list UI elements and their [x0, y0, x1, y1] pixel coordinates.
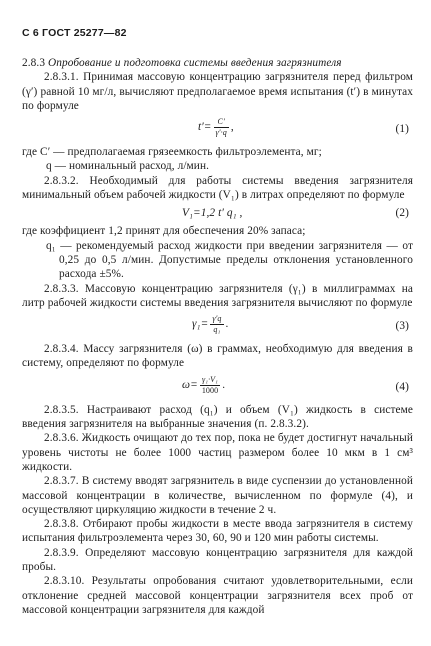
section-heading-2-8-3 — [22, 56, 413, 70]
formula-2 — [22, 202, 413, 224]
formula-4-tail: . — [222, 378, 226, 391]
equation-number-3: (3) — [395, 320, 409, 333]
formula-4-expression — [182, 375, 225, 396]
formula-3-tail: . — [225, 318, 229, 331]
document-body — [22, 56, 413, 617]
paragraph-2-8-3-6: 2.8.3.6. Жидкость очищают до тех пор, пока не будет достигнут начальный уровень чистоты не более 1000 частиц размером более 10 мкм в 1 см³ жидкости. — [22, 432, 413, 473]
paragraph-2-8-3-5: 2.8.3.5. Настраивают расход (q₁) и объем (V₁) жидкость в системе введения загрязнителя на выбранные значения (п. 2.8.3.2). — [22, 403, 413, 431]
formula-3-denominator: q₁ — [213, 325, 221, 335]
paragraph-2-8-3-2: 2.8.3.2. Необходимый для работы системы введения загрязнителя минимальный объем рабочей жидкости (V₁) в литрах определяют по формуле — [22, 174, 413, 202]
section-number: 2.8.3 — [22, 57, 46, 69]
formula-4-denominator: 1000 — [201, 385, 219, 395]
formula-1-numerator: C′ — [214, 117, 229, 128]
equation-number-4: (4) — [395, 380, 409, 393]
definition-c-prime: где C′ — предполагаемая грязеемкость фильтроэлемента, мг; — [22, 146, 322, 159]
paragraph-2-8-3-9: 2.8.3.9. Определяют массовую концентрацию загрязнителя для каждой пробы. — [22, 546, 413, 574]
equation-number-2: (2) — [395, 207, 409, 220]
section-title: Опробование и подготовка системы введения загрязнителя — [48, 57, 342, 69]
formula-1-lhs: t′= — [198, 121, 212, 134]
formula-1-tail: , — [230, 121, 234, 134]
formula-1 — [22, 113, 413, 145]
paragraph-2-8-3-1: 2.8.3.1. Принимая массовую концентрацию загрязнителя перед фильтром (γ′) равной 10 мг/л, вычисляют предполагаемое время испытания (t′) в минутах по формуле — [22, 71, 413, 112]
paragraph-2-8-3-7: 2.8.3.7. В систему вводят загрязнитель в виде суспензии до установленной массовой концентрации в количестве, вычисленном по формуле (4), и осуществляют циркуляцию жидкости в течение 2 ч. — [22, 475, 413, 516]
paragraph-2-8-3-8: 2.8.3.8. Отбирают пробы жидкости в месте ввода загрязнителя в систему испытания фильтроэлемента через 30, 60, 90 и 120 мин работы системы. — [22, 518, 413, 545]
definition-q: q — номинальный расход, л/мин. — [46, 160, 210, 173]
formula-4-lhs: ω= — [182, 378, 198, 391]
formula-4-fraction — [200, 375, 220, 396]
formula-4 — [22, 371, 413, 403]
paragraph-2-8-3-4: 2.8.3.4. Массу загрязнителя (ω) в граммах, необходимую для введения в систему, определяют по формуле — [22, 343, 413, 370]
formula-3-numerator: γ′q — [212, 314, 222, 324]
equation-number-1: (1) — [395, 123, 409, 136]
paragraph-2-8-3-10: 2.8.3.10. Результаты опробования считают удовлетворительными, если отклонение средней массовой концентрации загрязнителя всех проб от массовой концентрации загрязнителя для каждой — [22, 575, 413, 616]
formula-1-denominator: γ′·q — [215, 128, 227, 138]
document-page — [22, 0, 413, 646]
formula-3-expression — [192, 314, 228, 335]
formula-3 — [22, 310, 413, 342]
formula-4-numerator: γ₁·V₁ — [200, 375, 220, 386]
definition-q1: q₁ — рекомендуемый расход жидкости при введении загрязнителя — от 0,25 до 0,5 л/мин. Допустимые пределы отклонения установленного расхода ±5%. — [46, 239, 413, 281]
formula-1-fraction — [214, 117, 229, 138]
formula-3-lhs: γ₁= — [192, 318, 209, 331]
formula-1-expression — [198, 117, 234, 138]
page-header: С 6 ГОСТ 25277—82 — [22, 27, 127, 39]
formula-2-expression: V₁=1,2 t′ q₁ , — [182, 207, 243, 220]
definition-coefficient: где коэффициент 1,2 принят для обеспечения 20% запаса; — [22, 225, 306, 238]
paragraph-2-8-3-3: 2.8.3.3. Массовую концентрацию загрязнителя (γ₁) в миллиграммах на литр рабочей жидкости системы введения загрязнителя вычисляют по формуле — [22, 282, 413, 309]
formula-3-fraction — [210, 314, 223, 335]
